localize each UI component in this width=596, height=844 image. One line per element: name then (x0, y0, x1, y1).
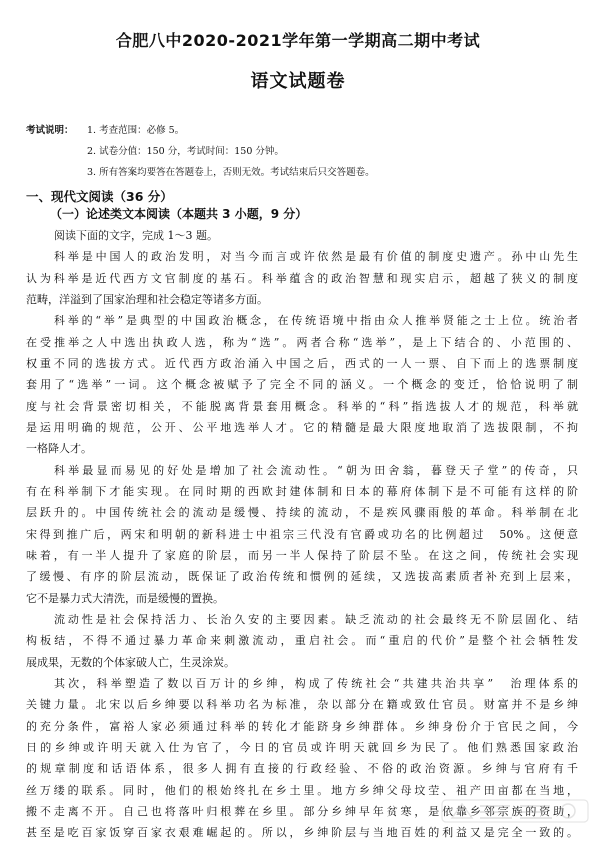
instruction-text: 3. 所有答案均要答在答题卷上，否则无效。考试结束后只交答题卷。 (87, 167, 375, 178)
passage-line: 味着，有一半人提升了家庭的阶层，而另一半人保持了阶层不坠。在这之间，传统社会实现 (26, 548, 578, 562)
passage-line: 搬不走离不开。自己也将落叶归根葬在乡里。部分乡绅早年贫寒，是依靠乡邻宗族的资助， (26, 804, 578, 818)
instruction-text: 1. 考查范围：必修 5。 (87, 125, 185, 136)
instruction-item (26, 166, 375, 187)
passage-line: 科举是中国人的政治发明，对当今而言或许依然是最有价值的制度史遗产。孙中山先生 (54, 250, 578, 264)
passage-line: 关键力量。北宋以后乡绅要以科举功名为标准，杂以部分在籍或致仕官员。财富并不是乡绅 (26, 698, 578, 712)
subsection-heading: （一）论述类文本阅读（本题共 3 小题，9 分） (50, 207, 308, 221)
passage-line: 构板结，不得不通过暴力革命来刺激流动，重启社会。而“重启的代价”是整个社会牺牲发 (26, 634, 578, 648)
passage-line: 套用了“选举”一词。这个概念被赋予了完全不同的涵义。一个概念的变迁，恰恰说明了制 (26, 378, 578, 392)
passage-line: 是运用明确的规范，公开、公平地选举人才。它的精髓是最大限度地取消了选拔限制，不拘 (26, 420, 578, 434)
passage-line: 在受推举之人中选出执政人选，称为“选”。两者合称“选举”，是上下结合的、小范围的、 (26, 335, 578, 349)
exam-title: 合肥八中2020-2021学年第一学期高二期中考试 (115, 31, 481, 50)
passage-line: 度与社会背景密切相关，不能脱离背景套用概念。科举的“科”指选拔人才的规范，科举就 (26, 399, 578, 413)
reading-passage (26, 225, 578, 844)
passage-line: 展成果，无数的个体家破人亡，生灵涂炭。 (26, 655, 235, 669)
passage-line: 了缓慢、有序的阶层流动，既保证了政治传统和惯例的延续，又选拔高素质者补充到上层来， (26, 570, 578, 584)
instruction-item (26, 145, 375, 166)
watermark-logo (440, 796, 590, 826)
passage-line: 的规章制度和话语体系，很多人拥有直接的行政经验、不俗的政治资源。乡绅与官府有千 (26, 762, 578, 776)
passage-line: 权重不同的选拔方式。近代西方政治涌入中国之后，西式的一人一票、自下而上的选票制度 (26, 356, 578, 370)
passage-line: 范畴，洋溢到了国家治理和社会稳定等诸多方面。 (26, 292, 268, 306)
passage-line: 科举最显而易见的好处是增加了社会流动性。“朝为田舍翁，暮登天子堂”的传奇，只 (54, 463, 578, 477)
passage-line: 层跃升的。中国传统社会的流动是缓慢、持续的流动，不是疾风骤雨般的革命。科举制在北 (26, 506, 578, 520)
passage-line: 认为科举是近代西方文官制度的基石。科举蕴含的政治智慧和现实启示，超越了狭义的制度 (26, 271, 578, 285)
passage-line: 宋得到推广后，两宋和明朝的新科进士中祖宗三代没有官爵或功名的比例超过 50%。这便意 (26, 527, 578, 541)
passage-line: 科举的“举”是典型的中国政治概念，在传统语境中指由众人推举贤能之士上位。统治者 (54, 314, 578, 328)
passage-line: 的充分条件，富裕人家必须通过科举的转化才能跻身乡绅群体。乡绅身份介于官民之间，今 (26, 719, 578, 733)
passage-line: 流动性是社会保持活力、长治久安的主要因素。缺乏流动的社会最终无不阶层固化、结 (54, 612, 578, 626)
paper-title: 语文试题卷 (250, 71, 346, 92)
instruction-text: 2. 试卷分值：150 分，考试时间：150 分钟。 (87, 146, 284, 157)
passage-line: 甚至是吃百家饭穿百家衣艰难崛起的。所以，乡绅阶层与当地百姓的利益又是完全一致的。 (26, 826, 578, 840)
instruction-label: 考试说明： (26, 125, 74, 136)
passage-line: 日的乡绅或许明天就入仕为官了，今日的官员或许明天就回乡为民了。他们熟悉国家政治 (26, 740, 578, 754)
exam-instructions (26, 124, 375, 187)
passage-line: 它不是暴力式大清洗，而是缓慢的置换。 (26, 591, 224, 605)
instruction-item (26, 124, 375, 145)
passage-line: 丝万缕的联系。同时，他们的根始终扎在乡土里。地方乡绅父母坟茔、祖产田亩都在当地， (26, 783, 578, 797)
passage-line: 一格降人才。 (26, 442, 92, 456)
passage-line: 有在科举制下才能实现。在同时期的西欧封建体制和日本的幕府体制下是不可能有这样的阶 (26, 484, 578, 498)
passage-line: 阅读下面的文字，完成 1～3 题。 (54, 229, 218, 242)
passage-line: 其次，科举塑造了数以百万计的乡绅，构成了传统社会“共建共治共享” 治理体系的 (54, 676, 578, 690)
section-heading: 一、现代文阅读（36 分） (26, 189, 173, 204)
